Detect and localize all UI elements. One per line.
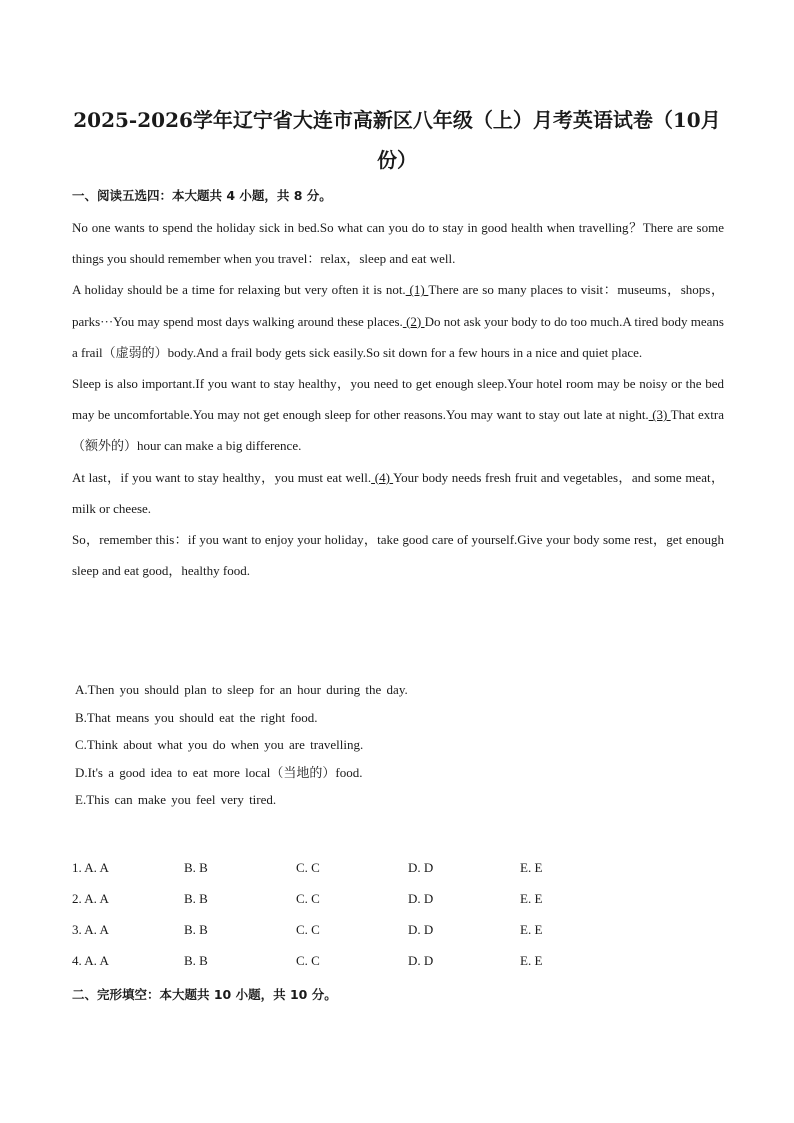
exam-title: 2025-2026学年辽宁省大连市高新区八年级（上）月考英语试卷（10月份） bbox=[73, 108, 721, 172]
paragraph-4-text-a: At last，if you want to stay healthy，you must eat well. bbox=[72, 469, 372, 485]
question-row bbox=[72, 852, 592, 883]
question-row bbox=[72, 914, 592, 945]
choice-c[interactable]: C. C bbox=[296, 860, 320, 875]
choice-a[interactable]: 2. A. A bbox=[72, 891, 109, 906]
paragraph-4-text-b: Your body needs fresh fruit and vegetables，and some meat，milk or cheese. bbox=[72, 469, 724, 516]
paragraph-3-text-b: That extra（额外的）hour can make a big difference. bbox=[72, 407, 724, 454]
choice-d[interactable]: D. D bbox=[408, 953, 434, 968]
option-e: E.This can make you feel very tired. bbox=[75, 792, 277, 808]
passage-paragraph-3 bbox=[72, 368, 724, 462]
paragraph-2-text-c: Do not ask your body to do too much.A tired body means a frail（虚弱的）body.And a frail body gets sick easily.So sit down for a few hours in a nice and quiet place. bbox=[72, 313, 724, 360]
blank-2: (2) bbox=[402, 313, 425, 329]
choice-b[interactable]: B. B bbox=[184, 891, 208, 906]
option-c: C.Think about what you do when you are travelling. bbox=[75, 737, 364, 753]
passage-paragraph-5: So，remember this：if you want to enjoy your holiday，take good care of yourself.Give your body some rest，get enough sleep and eat good，healthy food. bbox=[72, 532, 724, 579]
option-b: B.That means you should eat the right food. bbox=[75, 709, 318, 725]
option-list bbox=[75, 676, 408, 814]
option-a: A.Then you should plan to sleep for an hour during the day. bbox=[75, 682, 408, 697]
choice-a[interactable]: 1. A. A bbox=[72, 860, 109, 875]
choice-e[interactable]: E. E bbox=[520, 860, 543, 875]
option-d: D.It's a good idea to eat more local（当地的）food. bbox=[75, 764, 363, 780]
reading-passage bbox=[72, 212, 724, 586]
section-2-heading: 二、完形填空：本大题共 10 小题，共 10 分。 bbox=[72, 987, 337, 1002]
paragraph-2-text-a: A holiday should be a time for relaxing but very often it is not. bbox=[72, 282, 406, 298]
blank-3: (3) bbox=[648, 407, 671, 423]
section-1-heading: 一、阅读五选四：本大题共 4 小题，共 8 分。 bbox=[72, 188, 332, 203]
choice-b[interactable]: B. B bbox=[184, 953, 208, 968]
paragraph-2-text-b: There are so many places to visit：museums，shops，parks···You may spend most days walking around these places. bbox=[72, 282, 724, 329]
choice-d[interactable]: D. D bbox=[408, 891, 434, 906]
passage-paragraph-1: No one wants to spend the holiday sick in bed.So what can you do to stay in good health when travelling？There are some things you should remember when you travel：relax，sleep and eat well. bbox=[72, 220, 724, 267]
choice-e[interactable]: E. E bbox=[520, 953, 543, 968]
choice-d[interactable]: D. D bbox=[408, 860, 434, 875]
choice-a[interactable]: 3. A. A bbox=[72, 922, 109, 937]
choice-c[interactable]: C. C bbox=[296, 891, 320, 906]
choice-b[interactable]: B. B bbox=[184, 860, 208, 875]
question-row bbox=[72, 883, 592, 914]
paragraph-3-text-a: Sleep is also important.If you want to stay healthy，you need to get enough sleep.Your hotel room may be noisy or the bed may be uncomfortable.You may not get enough sleep for other reasons.You may want to stay out late at night. bbox=[72, 376, 724, 423]
choice-a[interactable]: 4. A. A bbox=[72, 953, 109, 968]
choice-e[interactable]: E. E bbox=[520, 922, 543, 937]
answer-choices bbox=[72, 852, 592, 976]
question-row bbox=[72, 945, 592, 976]
choice-c[interactable]: C. C bbox=[296, 953, 320, 968]
choice-b[interactable]: B. B bbox=[184, 922, 208, 937]
blank-1: (1) bbox=[405, 282, 429, 298]
choice-d[interactable]: D. D bbox=[408, 922, 434, 937]
choice-c[interactable]: C. C bbox=[296, 922, 320, 937]
passage-paragraph-4 bbox=[72, 462, 724, 524]
blank-4: (4) bbox=[371, 469, 394, 485]
choice-e[interactable]: E. E bbox=[520, 891, 543, 906]
passage-paragraph-2 bbox=[72, 274, 724, 368]
